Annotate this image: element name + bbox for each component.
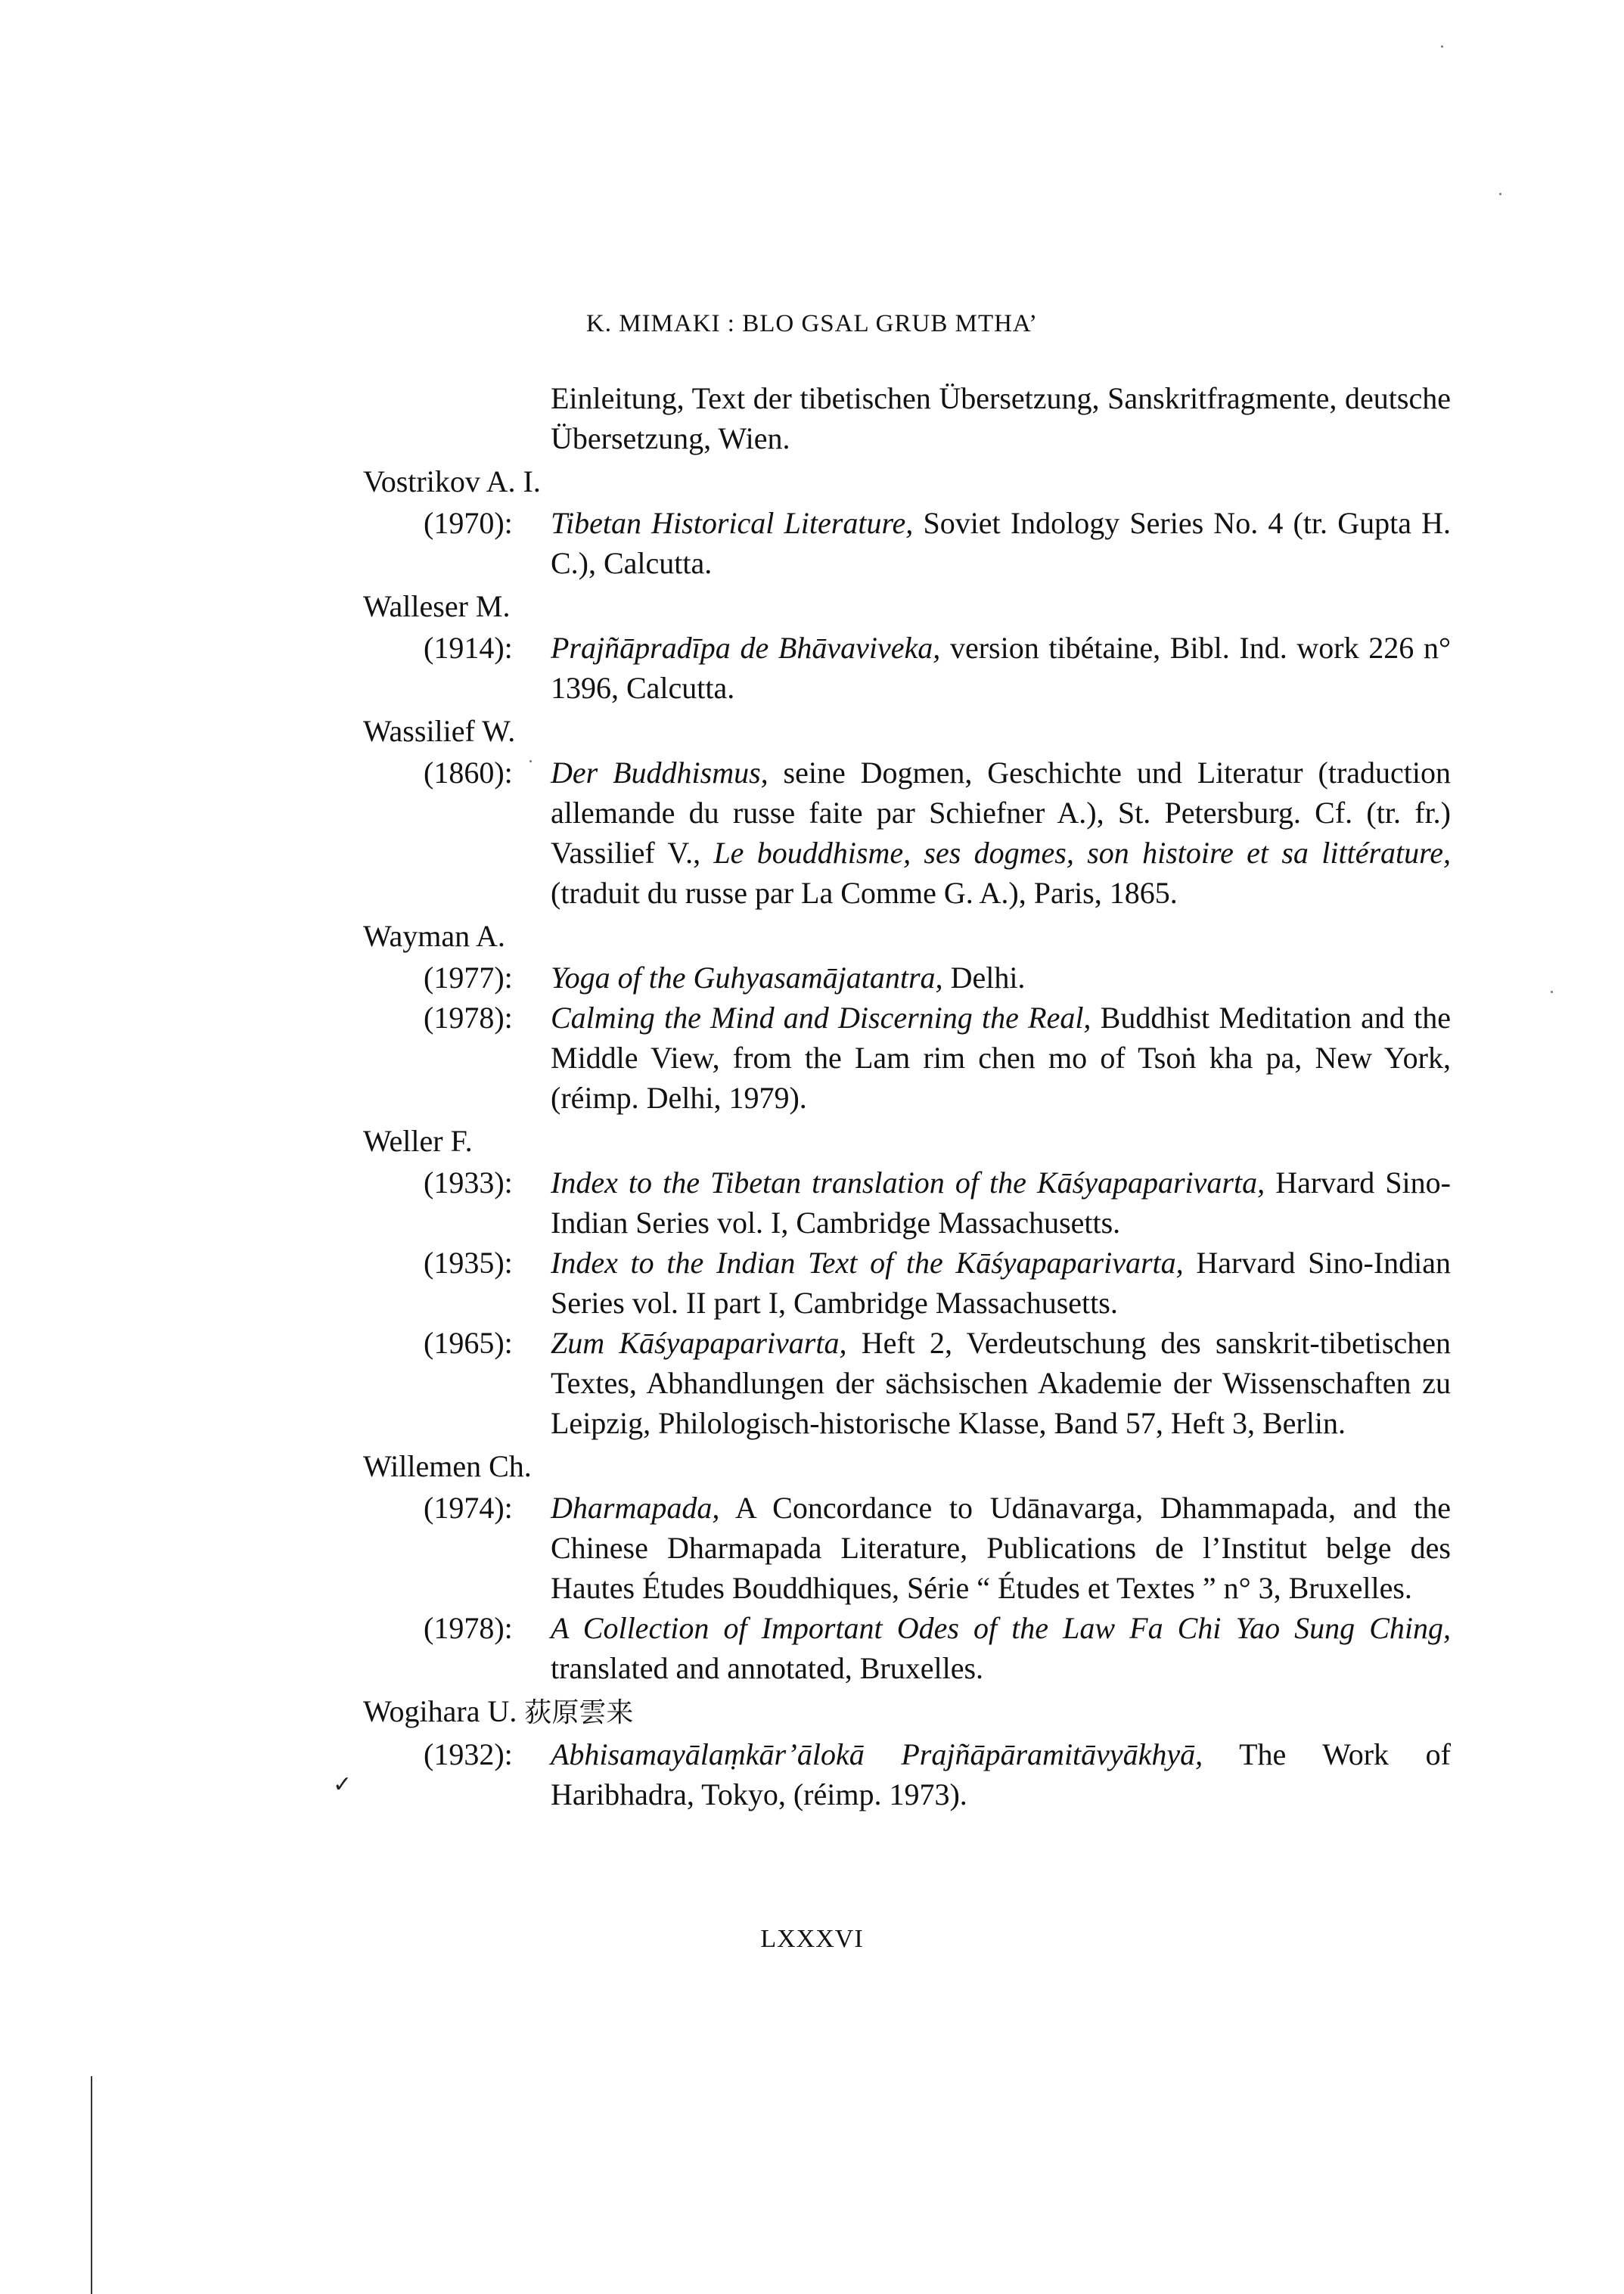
entry-year: (1978):: [424, 1001, 513, 1035]
author-name-cjk: 荻原雲来: [524, 1697, 634, 1728]
entry-title: Yoga of the Guhyasamājatantra,: [551, 961, 943, 995]
bib-entry: [362, 1243, 1451, 1323]
entry-year: (1933):: [424, 1166, 513, 1200]
bib-entry: [362, 1323, 1451, 1443]
entry-details: seine Dogmen, Geschichte und Literatur (traduction allemande du russe faite par Schiefner A.), St. Petersburg. Cf. (tr. fr.) Vassilief V.,: [551, 756, 1451, 870]
bib-entry: [362, 503, 1451, 583]
bib-entry: [362, 998, 1451, 1118]
scan-speck: [529, 760, 532, 762]
bibliography: [362, 378, 1451, 1814]
page-number: LXXXVI: [760, 1925, 864, 1953]
continuation-text: Einleitung, Text der tibetischen Übersetzung, Sanskritfragmente, deutsche Übersetzung, Wien.: [551, 381, 1451, 455]
bib-entry: [362, 1734, 1451, 1814]
author-heading: Wayman A.: [363, 919, 505, 953]
entry-details: Buddhist Meditation and the Middle View, from the Lam rim chen mo of Tsoṅ kha pa, New York, (réimp. Delhi, 1979).: [551, 1001, 1452, 1115]
entry-year: (1974):: [424, 1491, 513, 1525]
entry-title-secondary: Le bouddhisme, ses dogmes, son histoire et sa littérature,: [713, 836, 1451, 870]
entry-details: Soviet Indology Series No. 4 (tr. Gupta H. C.), Calcutta.: [551, 506, 1451, 580]
entry-title: Der Buddhismus,: [551, 756, 769, 790]
author-heading: Vostrikov A. I.: [363, 464, 541, 498]
running-head: K. MIMAKI : BLO GSAL GRUB MTHA’: [585, 310, 1039, 337]
check-mark-icon: ✓: [333, 1772, 352, 1797]
entry-details: A Concordance to Udānavarga, Dhammapada, and the Chinese Dharmapada Literature, Publications de l’Institut belge des Hautes Études Bouddhiques, Série “ Études et Textes ” n° 3, Bruxelles.: [551, 1491, 1451, 1605]
author-heading: Wassilief W.: [363, 714, 516, 748]
bib-entry: [362, 1608, 1451, 1688]
author-name: Wogihara U.: [363, 1694, 517, 1728]
scan-margin-line: [91, 2076, 92, 2294]
entry-details: Harvard Sino-Indian Series vol. I, Cambridge Massachusetts.: [551, 1166, 1451, 1240]
entry-details: Delhi.: [942, 961, 1026, 995]
entry-details: Heft 2, Verdeutschung des sanskrit-tibetischen Textes, Abhandlungen der sächsischen Akademie der Wissenschaften zu Leipzig, Philologisch-historische Klasse, Band 57, Heft 3, Berlin.: [551, 1326, 1451, 1440]
entry-title: Zum Kāśyapaparivarta,: [551, 1326, 847, 1360]
entry-year: (1970):: [424, 506, 513, 540]
entry-year: (1965):: [424, 1326, 513, 1360]
entry-title: Dharmapada,: [551, 1491, 720, 1525]
entry-title: Index to the Indian Text of the Kāśyapaparivarta,: [551, 1246, 1184, 1280]
bib-entry: [362, 1163, 1451, 1243]
entry-year: (1977):: [424, 961, 513, 995]
entry-details-secondary: (traduit du russe par La Comme G. A.), Paris, 1865.: [551, 876, 1178, 910]
entry-title: Abhisamayālaṃkār’ālokā Prajñāpāramitāvyākhyā,: [551, 1737, 1203, 1771]
scan-speck: [1551, 991, 1553, 993]
entry-year: (1932):: [424, 1737, 513, 1771]
entry-title: A Collection of Important Odes of the Law Fa Chi Yao Sung Ching,: [551, 1611, 1451, 1645]
bib-entry: [362, 1488, 1451, 1608]
entry-year: (1914):: [424, 631, 513, 665]
author-heading: Walleser M.: [363, 589, 511, 623]
bib-entry: [362, 958, 1451, 998]
entry-title: Calming the Mind and Discerning the Real,: [551, 1001, 1091, 1035]
entry-title: Tibetan Historical Literature,: [551, 506, 914, 540]
author-heading: Willemen Ch.: [363, 1449, 532, 1483]
bib-entry: [362, 628, 1451, 708]
entry-details: version tibétaine, Bibl. Ind. work 226 n° 1396, Calcutta.: [551, 631, 1451, 705]
entry-details: translated and annotated, Bruxelles.: [551, 1651, 984, 1685]
scan-speck: [1499, 193, 1501, 195]
entry-title: Index to the Tibetan translation of the Kāśyapaparivarta,: [551, 1166, 1265, 1200]
scan-speck: [1441, 45, 1443, 48]
entry-title: Prajñāpradīpa de Bhāvaviveka,: [551, 631, 941, 665]
author-heading: Weller F.: [363, 1124, 473, 1158]
bib-entry: [362, 753, 1451, 913]
entry-details: The Work of Haribhadra, Tokyo, (réimp. 1973).: [551, 1737, 1451, 1811]
entry-year: (1978):: [424, 1611, 513, 1645]
entry-year: (1860):: [424, 756, 513, 790]
author-heading: [363, 1691, 1451, 1733]
entry-year: (1935):: [424, 1246, 513, 1280]
entry-details: Harvard Sino-Indian Series vol. II part I, Cambridge Massachusetts.: [551, 1246, 1452, 1320]
